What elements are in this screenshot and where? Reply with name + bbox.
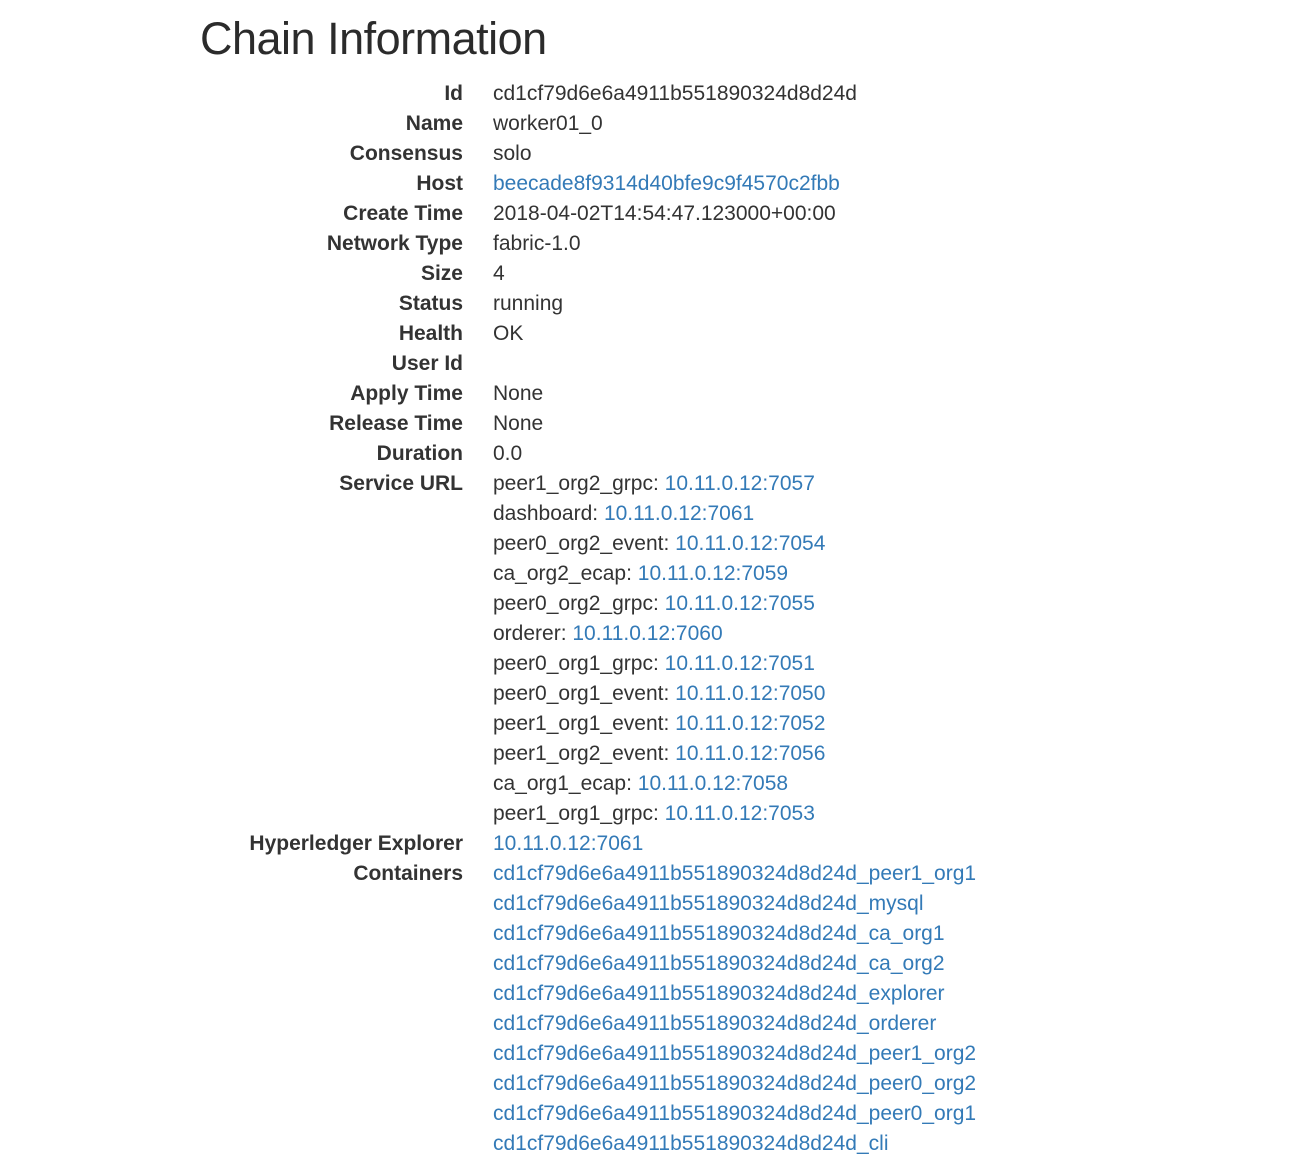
field-label: Create Time: [343, 202, 463, 225]
container-link[interactable]: cd1cf79d6e6a4911b551890324d8d24d_peer0_org2: [493, 1072, 977, 1095]
field-label: Hyperledger Explorer: [249, 832, 463, 855]
field-label: Size: [420, 262, 463, 285]
service-url-link[interactable]: 10.11.0.12:7059: [637, 562, 789, 585]
field-user-id: [0, 349, 1304, 379]
field-consensus: [0, 139, 1304, 169]
service-url-item: [493, 559, 825, 589]
field-apply-time: [0, 379, 1304, 409]
field-label: Service URL: [339, 472, 463, 495]
service-name: ca_org2_ecap:: [493, 562, 632, 585]
field-hyperledger-explorer: [0, 829, 1304, 859]
service-url-link[interactable]: 10.11.0.12:7061: [603, 502, 755, 525]
service-url-list: [493, 469, 825, 829]
service-name: peer0_org2_grpc:: [493, 592, 659, 615]
field-network-type: [0, 229, 1304, 259]
explorer-link[interactable]: 10.11.0.12:7061: [493, 832, 644, 855]
field-value: solo: [493, 142, 532, 165]
field-label: Release Time: [329, 412, 463, 435]
service-url-link[interactable]: 10.11.0.12:7053: [664, 802, 815, 825]
field-value: 2018-04-02T14:54:47.123000+00:00: [493, 202, 836, 225]
field-size: [0, 259, 1304, 289]
field-service-url: [0, 469, 1304, 829]
service-name: peer1_org2_grpc:: [493, 472, 659, 495]
field-value: 4: [493, 262, 505, 285]
field-host: [0, 169, 1304, 199]
service-url-item: [493, 529, 825, 559]
field-label: Name: [405, 112, 463, 135]
page-title: Chain Information: [200, 13, 547, 64]
service-url-link[interactable]: 10.11.0.12:7054: [675, 532, 826, 555]
service-url-item: [493, 739, 825, 769]
service-url-item: [493, 499, 825, 529]
field-label: User Id: [391, 352, 463, 375]
field-containers: [0, 859, 1304, 1159]
field-value: None: [493, 412, 544, 435]
container-link[interactable]: cd1cf79d6e6a4911b551890324d8d24d_orderer: [493, 1012, 937, 1035]
host-link[interactable]: beecade8f9314d40bfe9c9f4570c2fbb: [493, 172, 840, 195]
container-link[interactable]: cd1cf79d6e6a4911b551890324d8d24d_ca_org1: [493, 922, 945, 945]
service-name: peer0_org1_event:: [493, 682, 670, 705]
field-label: Duration: [376, 442, 463, 465]
field-label: Host: [416, 172, 463, 195]
container-link[interactable]: cd1cf79d6e6a4911b551890324d8d24d_ca_org2: [493, 952, 945, 975]
service-name: peer1_org1_event:: [493, 712, 670, 735]
service-url-item: [493, 469, 825, 499]
field-value: cd1cf79d6e6a4911b551890324d8d24d: [493, 82, 857, 105]
field-value: OK: [493, 322, 524, 345]
service-url-item: [493, 709, 825, 739]
containers-list: [493, 859, 976, 1159]
container-link[interactable]: cd1cf79d6e6a4911b551890324d8d24d_peer1_org1: [493, 862, 977, 885]
field-value: None: [493, 382, 544, 405]
field-health: [0, 319, 1304, 349]
field-label: Consensus: [349, 142, 463, 165]
field-id: [0, 79, 1304, 109]
service-url-link[interactable]: 10.11.0.12:7056: [675, 742, 826, 765]
container-link[interactable]: cd1cf79d6e6a4911b551890324d8d24d_explorer: [493, 982, 945, 1005]
service-url-link[interactable]: 10.11.0.12:7058: [637, 772, 789, 795]
field-status: [0, 289, 1304, 319]
field-value: fabric-1.0: [493, 232, 581, 255]
field-label: Id: [444, 82, 463, 105]
container-link[interactable]: cd1cf79d6e6a4911b551890324d8d24d_peer0_org1: [493, 1102, 977, 1125]
service-url-link[interactable]: 10.11.0.12:7050: [675, 682, 826, 705]
chain-info-list: [0, 79, 1304, 1159]
service-url-link[interactable]: 10.11.0.12:7055: [664, 592, 815, 615]
field-value: worker01_0: [493, 112, 603, 135]
container-link[interactable]: cd1cf79d6e6a4911b551890324d8d24d_peer1_org2: [493, 1042, 977, 1065]
field-release-time: [0, 409, 1304, 439]
field-name: [0, 109, 1304, 139]
field-label: Status: [398, 292, 463, 315]
service-url-item: [493, 799, 825, 829]
field-label: Apply Time: [350, 382, 463, 405]
field-label: Containers: [353, 862, 463, 885]
field-label: Network Type: [326, 232, 463, 255]
service-name: ca_org1_ecap:: [493, 772, 632, 795]
service-url-item: [493, 679, 825, 709]
container-link[interactable]: cd1cf79d6e6a4911b551890324d8d24d_cli: [493, 1132, 889, 1155]
service-name: orderer:: [493, 622, 567, 645]
service-name: dashboard:: [493, 502, 599, 525]
service-url-item: [493, 619, 825, 649]
service-url-link[interactable]: 10.11.0.12:7051: [664, 652, 815, 675]
service-url-item: [493, 589, 825, 619]
service-url-link[interactable]: 10.11.0.12:7060: [572, 622, 723, 645]
field-value: 0.0: [493, 442, 523, 465]
service-url-link[interactable]: 10.11.0.12:7052: [675, 712, 826, 735]
service-name: peer0_org1_grpc:: [493, 652, 659, 675]
service-name: peer0_org2_event:: [493, 532, 670, 555]
service-url-item: [493, 769, 825, 799]
service-url-item: [493, 649, 825, 679]
service-url-link[interactable]: 10.11.0.12:7057: [664, 472, 815, 495]
service-name: peer1_org2_event:: [493, 742, 670, 765]
service-name: peer1_org1_grpc:: [493, 802, 659, 825]
field-create-time: [0, 199, 1304, 229]
field-value: running: [493, 292, 564, 315]
field-label: Health: [398, 322, 463, 345]
container-link[interactable]: cd1cf79d6e6a4911b551890324d8d24d_mysql: [493, 892, 924, 915]
field-duration: [0, 439, 1304, 469]
